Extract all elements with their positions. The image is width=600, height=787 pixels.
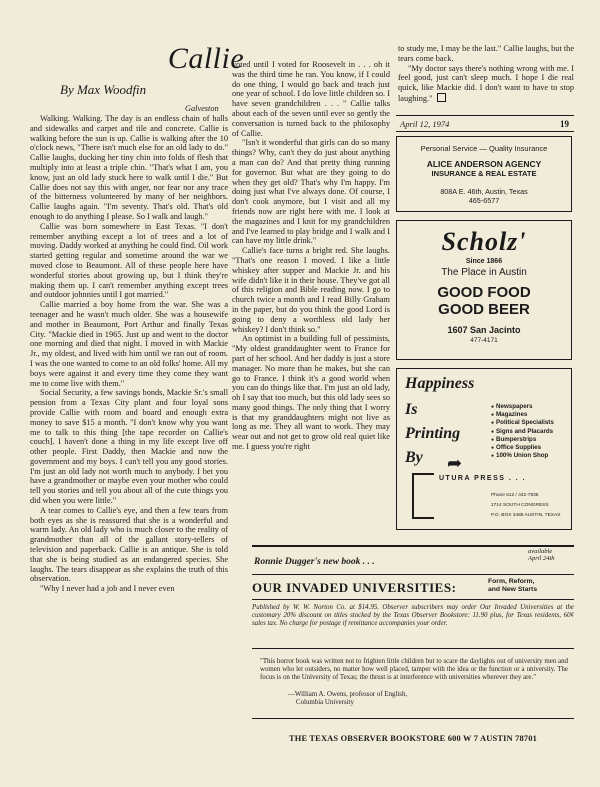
- book-subtitle-line: Form, Reform,: [488, 578, 535, 585]
- list-item: ● Bumperstrips: [491, 436, 554, 444]
- paragraph: to study me, I may be the last." Callie laughs, but the tears come back.: [398, 44, 574, 63]
- arrow-icon: ➦: [447, 453, 463, 474]
- article-column-1: [30, 114, 228, 594]
- paragraph: "Why I never had a job and I never even: [40, 584, 175, 594]
- list-item: ● Office Supplies: [491, 444, 554, 452]
- quote-author: —William A. Owens, professor of English,: [288, 691, 408, 698]
- publication-details: Published by W. W. Norton Co. at $14.95. Observer subscribers may order Our Invaded Universities at the customary 20% discount on titles stocked by the Texas Observer Bookstore: 11.90 plus, for Texas residents, 60¢ sales tax. No charge for postage if remittance accompanies your order.: [252, 604, 574, 628]
- ad-tagline: Personal Service — Quality Insurance: [420, 144, 548, 153]
- quote-attribution: [288, 691, 407, 707]
- ad-pobox: P.O. BOX 3485 AUSTIN, TEXAS: [491, 513, 561, 518]
- list-item: ● Political Specialists: [491, 419, 554, 427]
- availability-line: available: [528, 548, 553, 555]
- availability-note: [528, 548, 555, 562]
- paragraph: "Isn't it wonderful that girls can do so many things? Why, can't they do just about anything a man can do? And that pretty thing running for governor. But what are they going to do when they get old? That's why I'm happy. I'm doing just what I've always done. Of course, I don't cook anymore, but I visit and all my friends now are right here with me. I look at the magazines and I knit for my grandchildren and I've learned to play bridge and I walk and I can have my little drink.": [232, 138, 390, 246]
- footer-rule: [396, 131, 574, 132]
- ad-headline-word: Printing: [405, 425, 461, 442]
- book-subtitle: [488, 578, 537, 593]
- ad-name: ALICE ANDERSON AGENCY: [426, 159, 542, 169]
- availability-line: April 24th: [528, 555, 555, 562]
- ad-address: 1607 San Jacinto: [447, 325, 521, 335]
- paragraph-text: "My doctor says there's nothing wrong with me. I feel good, just can't sleep much. I hope I die real quick, like Mackie did. I don't want to have to stop laughing.": [398, 63, 574, 103]
- paragraph: Social Security, a few savings bonds, Mackie Sr.'s small pension from a Texas City plant and four loyal sons provide Callie with room and board and enough extra money to save $15 a month. "I don't know why you want me to talk to this thing [the tape recorder on Callie's couch]. I haven't done a thing in my life except live off other people. First Daddy, then Mackie and now the government and my boys. I can't tell you any good stories. I'm just an old lady not worth much to anybody. I bet you have a grandmother or maybe even your mother who could tell you stories and tell you about all of the cute things you did when you were little.": [30, 388, 228, 506]
- scholz-logo: Scholz': [441, 227, 527, 256]
- list-item: ● Signs and Placards: [491, 428, 554, 436]
- futura-press-ad: [396, 368, 572, 530]
- end-of-article-icon: [437, 93, 446, 102]
- page-number: 19: [560, 119, 569, 129]
- ad-since: Since 1866: [465, 258, 503, 265]
- paragraph: A tear comes to Callie's eye, and then a few tears from both eyes as she is reassured that she is a wonderful and warm lady. An old lady who is much closer to the reality of grandmother than all of the gallant story-tellers of television and paperback. Callie is an antique. She is told that she is being studied as an endangered species. She laughs. The tears disappear as she explains the truth of this observation.: [30, 505, 228, 584]
- ad-phone: 465-6577: [468, 196, 500, 205]
- ad-headline-word: Is: [405, 401, 418, 418]
- ad-address: 808A E. 46th, Austin, Texas: [440, 187, 528, 196]
- services-list: [491, 403, 554, 460]
- issue-date: April 12, 1974: [400, 119, 450, 129]
- ad-phone: 477-4171: [470, 337, 498, 344]
- paragraph: Callie's face turns a bright red. She laughs. "That's one reason I moved. I like a little whiskey after supper and Mackie Jr. and his wife didn't like it in their house. They've got all of this religion and Bible reading now. I go to church twice a month and I read Billy Graham in the paper, but do you think the good Lord is going to deny a worthless old lady her whiskey? I don't think so.": [232, 246, 390, 334]
- book-intro: Ronnie Dugger's new book . . .: [254, 557, 375, 567]
- ad-headline: [397, 284, 571, 318]
- book-banner: [252, 578, 574, 598]
- section-rule: [252, 648, 574, 649]
- book-title: OUR INVADED UNIVERSITIES:: [252, 580, 457, 595]
- article-dateline: Galveston: [185, 104, 219, 113]
- ad-phone: Phone 512 / 442-7836: [491, 493, 539, 498]
- article-column-2: [232, 60, 390, 452]
- paragraph: Callie was born somewhere in East Texas. "I don't remember anything except a lot of trees and a lot of moving. Daddy worked at anything he could find. Oil work started getting regular and sometime around the war we moved close to Beaumont. All of these people here have wonderful stories about growing up, but I think they're making them up. I can't remember anything except trees and outdoor johnnies until I got married.": [30, 221, 228, 300]
- ad-address: 1714 SOUTH CONGRESS: [491, 503, 549, 508]
- ad-place: The Place in Austin: [441, 267, 527, 278]
- ad-subtitle: INSURANCE & REAL ESTATE: [431, 169, 537, 178]
- ad-headline-line: GOOD FOOD: [437, 284, 531, 301]
- article-column-3: [398, 44, 574, 104]
- list-item: ● 100% Union Shop: [491, 452, 554, 460]
- ad-headline-line: GOOD BEER: [438, 301, 530, 318]
- paragraph: An optimist in a building full of pessimists, "My oldest granddaughter went to France for part of her school. And her daddy is just a store manager. No more than he makes, but she can go to France. I think it's a good world when you can do things like that. I'm just an old lady, oh I say that too much, but this old lady sees so many good things. The only thing that I worry is that my granddaughters might not live as long as me. They all want to work. They may wear out and not get to grow old real quiet like me. I guess you're right: [232, 334, 390, 452]
- ad-headline-word: Happiness: [405, 375, 475, 392]
- scholz-ad: [396, 220, 572, 360]
- section-rule: [252, 545, 574, 547]
- bookstore-address: THE TEXAS OBSERVER BOOKSTORE 600 W 7 AUSTIN 78701: [288, 734, 538, 743]
- article-title: Callie: [167, 42, 245, 75]
- section-rule: [252, 718, 574, 719]
- section-rule: [252, 599, 574, 600]
- section-rule: [252, 574, 574, 575]
- book-quote: "This horror book was written not to frighten little children but to scare the daylights out of university men and women who let outsiders, no matter how well placed, tamper with the idea or the function or a university. The focus is on the University of Texas; the thrust is at interference with universities wherever they are.": [260, 658, 568, 682]
- list-item: ● Newspapers: [491, 403, 554, 411]
- article-byline: By Max Woodfin: [60, 82, 147, 97]
- footer-rule: [396, 115, 574, 116]
- anderson-agency-ad: [396, 136, 572, 212]
- futura-logo-icon: [412, 473, 434, 519]
- book-subtitle-line: and New Starts: [488, 585, 538, 593]
- quote-affiliation: Columbia University: [296, 699, 354, 707]
- ad-name: UTURA PRESS . . .: [439, 475, 527, 482]
- paragraph: voted until I voted for Roosevelt in . . . oh it was the third time he ran. You know, if I could do one thing, I would go back and teach just one year of school. I do love little children so. I have seven grandchildren . . . " Callie talks about each of the seven until ever so gently the conversation is turned back to the philosophy of Callie.: [232, 60, 390, 138]
- list-item: ● Magazines: [491, 411, 554, 419]
- ad-headline-word: By: [405, 449, 423, 466]
- paragraph: Callie married a boy home from the war. She was a teenager and he wasn't much older. She was a housewife and mother in Beaumont, Port Arthur and finally Texas City. "Mackie died in 1965. Just up and went to the doctor one morning and died that night. I moved in with Mackie Jr., my oldest, and lived with him until we ran out of room. I was the one wanted to come to an old folks' home. All my boys were against it and every time they come they want me to come live with them.": [30, 300, 228, 388]
- paragraph: [398, 64, 574, 104]
- paragraph: Walking. Walking. The day is an endless chain of halls and sidewalks and carpet and tile and concrete. Callie is walking before the sun is up. Callie is walking after the 10 o'clock news, "There isn't much else for an old lady to do." Callie laughs, ducking her tiny chin into folds of flesh that multiply into at least a triple chin. "That's what I am, you know, just an old lady stuck here to walk until I die." But Callie does not say this with anger, nor fear nor any trace of the bitterness volunteered by many of her neighbors. Callie laughs again. "I'm seventy. That's old. That's old enough to do anything I please. So I walk and laugh.": [30, 114, 228, 221]
